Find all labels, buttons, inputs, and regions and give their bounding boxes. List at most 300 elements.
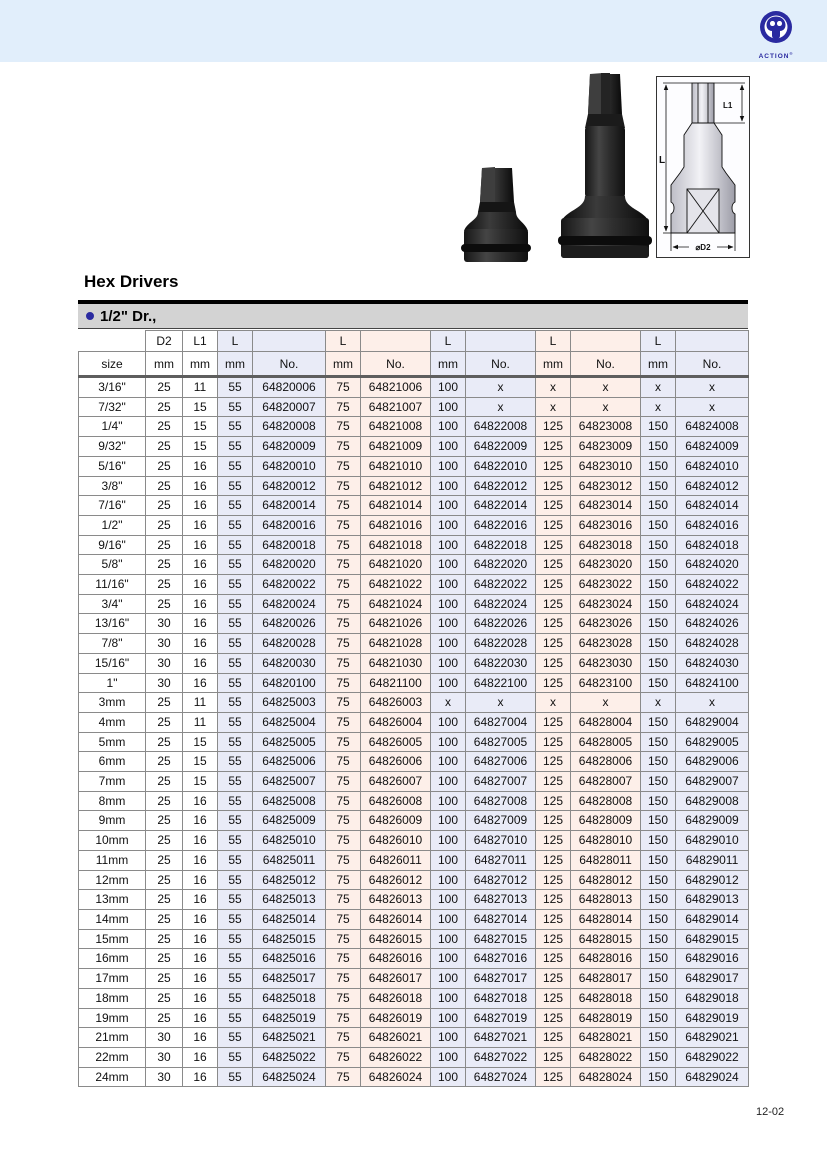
dimension-cell: 25 — [146, 850, 183, 870]
part-number-cell: 64820018 — [253, 535, 326, 555]
dimension-cell: 16 — [183, 555, 218, 575]
dimension-cell: 15 — [183, 417, 218, 437]
dimension-cell: 150 — [641, 437, 676, 457]
size-cell: 13/16" — [79, 614, 146, 634]
table-row — [79, 1067, 749, 1087]
part-number-cell: 64825003 — [253, 693, 326, 713]
dimension-cell: 75 — [326, 1008, 361, 1028]
dimension-cell: 55 — [218, 969, 253, 989]
part-number-cell: 64829007 — [676, 772, 749, 792]
table-row — [79, 870, 749, 890]
table-row — [79, 397, 749, 417]
part-number-cell: 64821012 — [361, 476, 431, 496]
dimension-cell: 16 — [183, 594, 218, 614]
dimension-cell: 75 — [326, 791, 361, 811]
part-number-cell: 64822020 — [466, 555, 536, 575]
dimension-cell: 100 — [431, 772, 466, 792]
size-cell: 11/16" — [79, 575, 146, 595]
part-number-cell: 64821022 — [361, 575, 431, 595]
header-row — [79, 331, 749, 352]
part-number-cell: 64821008 — [361, 417, 431, 437]
part-number-cell: 64828024 — [571, 1067, 641, 1087]
dimension-cell: 75 — [326, 634, 361, 654]
dimension-cell: 55 — [218, 890, 253, 910]
dimension-cell: 75 — [326, 890, 361, 910]
part-number-cell: 64827021 — [466, 1028, 536, 1048]
part-number-cell: 64821020 — [361, 555, 431, 575]
dimension-cell: 125 — [536, 752, 571, 772]
part-number-cell: 64821024 — [361, 594, 431, 614]
dimension-cell: 55 — [218, 752, 253, 772]
dimension-cell: 25 — [146, 949, 183, 969]
action-logo — [752, 8, 800, 60]
dimension-cell: 25 — [146, 555, 183, 575]
dimension-cell: 55 — [218, 397, 253, 417]
part-number-cell: 64820014 — [253, 496, 326, 516]
size-cell: 15/16" — [79, 653, 146, 673]
dimension-cell: 100 — [431, 752, 466, 772]
dimension-cell: 100 — [431, 909, 466, 929]
part-number-cell: 64824024 — [676, 594, 749, 614]
dimension-cell: 30 — [146, 614, 183, 634]
dimension-cell: 75 — [326, 693, 361, 713]
dimension-cell: 150 — [641, 476, 676, 496]
part-number-cell: 64823008 — [571, 417, 641, 437]
dimension-cell: 150 — [641, 1067, 676, 1087]
size-cell: 11mm — [79, 850, 146, 870]
dimension-cell: x — [536, 377, 571, 398]
dimension-cell: 100 — [431, 1047, 466, 1067]
dimension-cell: 125 — [536, 417, 571, 437]
dimension-cell: 25 — [146, 870, 183, 890]
part-number-cell: 64829018 — [676, 988, 749, 1008]
dimension-cell: 16 — [183, 653, 218, 673]
dimension-cell: 25 — [146, 909, 183, 929]
column-header — [79, 331, 146, 352]
part-number-cell: 64828007 — [571, 772, 641, 792]
dimension-cell: 150 — [641, 496, 676, 516]
part-number-cell: 64822010 — [466, 456, 536, 476]
table-row — [79, 614, 749, 634]
part-number-cell: 64825006 — [253, 752, 326, 772]
size-cell: 5/8" — [79, 555, 146, 575]
dimension-cell: 55 — [218, 575, 253, 595]
part-number-cell: 64828015 — [571, 929, 641, 949]
dimension-cell: 25 — [146, 476, 183, 496]
part-number-cell: 64826012 — [361, 870, 431, 890]
part-number-cell: x — [676, 693, 749, 713]
column-header: L — [536, 331, 571, 352]
dimension-cell: 150 — [641, 850, 676, 870]
dimension-cell: 55 — [218, 535, 253, 555]
part-number-cell: x — [676, 397, 749, 417]
dimension-cell: 150 — [641, 870, 676, 890]
size-cell: 22mm — [79, 1047, 146, 1067]
dimension-cell: 55 — [218, 634, 253, 654]
dimension-cell: 150 — [641, 890, 676, 910]
part-number-cell: 64821016 — [361, 515, 431, 535]
dimension-cell: 55 — [218, 870, 253, 890]
part-number-cell: 64826013 — [361, 890, 431, 910]
dimension-cell: 100 — [431, 1008, 466, 1028]
dimension-cell: 16 — [183, 515, 218, 535]
dimension-cell: 55 — [218, 476, 253, 496]
part-number-cell: 64826024 — [361, 1067, 431, 1087]
dimension-cell: 75 — [326, 1047, 361, 1067]
dimension-cell: 125 — [536, 969, 571, 989]
dimension-cell: 100 — [431, 614, 466, 634]
dimension-cell: 55 — [218, 594, 253, 614]
part-number-cell: 64822009 — [466, 437, 536, 457]
part-number-cell: 64822030 — [466, 653, 536, 673]
size-cell: 3mm — [79, 693, 146, 713]
dimension-cell: 55 — [218, 555, 253, 575]
dimension-cell: 100 — [431, 791, 466, 811]
part-number-cell: 64828016 — [571, 949, 641, 969]
part-number-cell: 64829008 — [676, 791, 749, 811]
dimension-cell: x — [536, 693, 571, 713]
size-cell: 7mm — [79, 772, 146, 792]
dimension-cell: 25 — [146, 969, 183, 989]
table-row — [79, 712, 749, 732]
size-cell: 6mm — [79, 752, 146, 772]
table-row — [79, 634, 749, 654]
dimension-cell: 16 — [183, 634, 218, 654]
dimension-cell: 150 — [641, 811, 676, 831]
dimension-cell: 16 — [183, 1028, 218, 1048]
part-number-cell: 64827013 — [466, 890, 536, 910]
dimension-cell: 100 — [431, 949, 466, 969]
dimension-cell: 75 — [326, 909, 361, 929]
dimension-cell: 55 — [218, 1047, 253, 1067]
size-cell: 14mm — [79, 909, 146, 929]
size-cell: 7/16" — [79, 496, 146, 516]
column-header: L — [218, 331, 253, 352]
part-number-cell: 64824030 — [676, 653, 749, 673]
part-number-cell: 64826011 — [361, 850, 431, 870]
dimension-cell: 100 — [431, 870, 466, 890]
part-number-cell: 64824018 — [676, 535, 749, 555]
part-number-cell: 64829015 — [676, 929, 749, 949]
dimension-cell: 100 — [431, 594, 466, 614]
table-row — [79, 594, 749, 614]
part-number-cell: 64828004 — [571, 712, 641, 732]
dimension-cell: 55 — [218, 437, 253, 457]
part-number-cell: 64820016 — [253, 515, 326, 535]
dimension-cell: 125 — [536, 515, 571, 535]
dimension-diagram-drawing — [657, 77, 749, 257]
dimension-cell: 11 — [183, 693, 218, 713]
dimension-cell: 125 — [536, 594, 571, 614]
size-cell: 3/4" — [79, 594, 146, 614]
part-number-cell: 64821014 — [361, 496, 431, 516]
part-number-cell: 64823030 — [571, 653, 641, 673]
dimension-cell: 16 — [183, 791, 218, 811]
dimension-cell: 75 — [326, 1067, 361, 1087]
dimension-cell: 55 — [218, 929, 253, 949]
dimension-cell: 150 — [641, 1047, 676, 1067]
part-number-cell: 64828011 — [571, 850, 641, 870]
part-number-cell: 64828012 — [571, 870, 641, 890]
part-number-cell: 64829006 — [676, 752, 749, 772]
part-number-cell: 64829012 — [676, 870, 749, 890]
dimension-cell: 75 — [326, 437, 361, 457]
part-number-cell: 64826010 — [361, 831, 431, 851]
dimension-cell: 75 — [326, 870, 361, 890]
dimension-cell: 15 — [183, 752, 218, 772]
table-row — [79, 437, 749, 457]
dimension-cell: 25 — [146, 437, 183, 457]
part-number-cell: 64825004 — [253, 712, 326, 732]
part-number-cell: 64823024 — [571, 594, 641, 614]
dimension-cell: 150 — [641, 515, 676, 535]
dimension-cell: 150 — [641, 712, 676, 732]
part-number-cell: 64825008 — [253, 791, 326, 811]
dimension-cell: 100 — [431, 377, 466, 398]
part-number-cell: 64821010 — [361, 456, 431, 476]
dimension-cell: 125 — [536, 890, 571, 910]
part-number-cell: 64823012 — [571, 476, 641, 496]
dimension-cell: 75 — [326, 850, 361, 870]
part-number-cell: 64820020 — [253, 555, 326, 575]
dimension-cell: 150 — [641, 1028, 676, 1048]
part-number-cell: x — [466, 397, 536, 417]
size-cell: 8mm — [79, 791, 146, 811]
part-number-cell: 64824028 — [676, 634, 749, 654]
part-number-cell: 64823026 — [571, 614, 641, 634]
dimension-cell: 75 — [326, 456, 361, 476]
dimension-cell: 55 — [218, 456, 253, 476]
dimension-cell: 75 — [326, 831, 361, 851]
column-header: size — [79, 352, 146, 377]
part-number-cell: 64826014 — [361, 909, 431, 929]
part-number-cell: 64821007 — [361, 397, 431, 417]
dimension-cell: 125 — [536, 555, 571, 575]
dimension-cell: 75 — [326, 496, 361, 516]
dimension-cell: 125 — [536, 456, 571, 476]
part-number-cell: 64821100 — [361, 673, 431, 693]
dimension-cell: 25 — [146, 712, 183, 732]
size-cell: 12mm — [79, 870, 146, 890]
part-number-cell: 64828022 — [571, 1047, 641, 1067]
dimension-cell: 125 — [536, 850, 571, 870]
part-number-cell: 64825019 — [253, 1008, 326, 1028]
dimension-cell: 125 — [536, 1047, 571, 1067]
part-number-cell: 64825018 — [253, 988, 326, 1008]
dimension-cell: 100 — [431, 653, 466, 673]
dimension-cell: 25 — [146, 397, 183, 417]
part-number-cell: 64828006 — [571, 752, 641, 772]
product-photo — [440, 68, 655, 262]
dimension-cell: 25 — [146, 377, 183, 398]
part-number-cell: 64822008 — [466, 417, 536, 437]
part-number-cell: 64829021 — [676, 1028, 749, 1048]
size-cell: 15mm — [79, 929, 146, 949]
part-number-cell: 64825015 — [253, 929, 326, 949]
part-number-cell: 64827011 — [466, 850, 536, 870]
part-number-cell: 64820012 — [253, 476, 326, 496]
dimension-cell: 55 — [218, 614, 253, 634]
part-number-cell: 64827007 — [466, 772, 536, 792]
part-number-cell: x — [466, 377, 536, 398]
dimension-cell: 75 — [326, 811, 361, 831]
dimension-cell: 75 — [326, 377, 361, 398]
size-cell: 1/4" — [79, 417, 146, 437]
column-header: mm — [183, 352, 218, 377]
dimension-cell: 150 — [641, 988, 676, 1008]
part-number-cell: 64828005 — [571, 732, 641, 752]
part-number-cell: 64829024 — [676, 1067, 749, 1087]
column-header — [253, 331, 326, 352]
part-number-cell: x — [571, 397, 641, 417]
dimension-cell: 75 — [326, 555, 361, 575]
large-socket — [558, 73, 652, 258]
size-cell: 16mm — [79, 949, 146, 969]
part-number-cell: 64826019 — [361, 1008, 431, 1028]
dimension-cell: 75 — [326, 673, 361, 693]
part-number-cell: 64822024 — [466, 594, 536, 614]
column-header: No. — [361, 352, 431, 377]
part-number-cell: 64827019 — [466, 1008, 536, 1028]
part-number-cell: 64820024 — [253, 594, 326, 614]
part-number-cell: 64823028 — [571, 634, 641, 654]
dimension-cell: x — [641, 397, 676, 417]
dimension-cell: 150 — [641, 732, 676, 752]
table-row — [79, 909, 749, 929]
part-number-cell: 64825012 — [253, 870, 326, 890]
size-cell: 24mm — [79, 1067, 146, 1087]
dimension-cell: 125 — [536, 1067, 571, 1087]
dimension-cell: 25 — [146, 693, 183, 713]
part-number-cell: 64825009 — [253, 811, 326, 831]
column-header: mm — [431, 352, 466, 377]
dimension-cell: 100 — [431, 712, 466, 732]
part-number-cell: 64825005 — [253, 732, 326, 752]
dimension-cell: 100 — [431, 673, 466, 693]
dimension-cell: 75 — [326, 653, 361, 673]
dimension-cell: 75 — [326, 476, 361, 496]
dimension-cell: 16 — [183, 456, 218, 476]
dimension-cell: 15 — [183, 772, 218, 792]
part-number-cell: 64825024 — [253, 1067, 326, 1087]
part-number-cell: 64823020 — [571, 555, 641, 575]
dimension-cell: 150 — [641, 969, 676, 989]
part-number-cell: 64827008 — [466, 791, 536, 811]
part-number-cell: 64827010 — [466, 831, 536, 851]
part-number-cell: 64827012 — [466, 870, 536, 890]
dimension-cell: 100 — [431, 890, 466, 910]
part-number-cell: 64826003 — [361, 693, 431, 713]
dimension-cell: 75 — [326, 969, 361, 989]
dimension-cell: 75 — [326, 515, 361, 535]
column-header: mm — [641, 352, 676, 377]
dimension-cell: 30 — [146, 1067, 183, 1087]
dimension-cell: 75 — [326, 575, 361, 595]
size-cell: 5/16" — [79, 456, 146, 476]
part-number-cell: 64824010 — [676, 456, 749, 476]
square-drive-icon — [86, 312, 94, 320]
part-number-cell: 64826021 — [361, 1028, 431, 1048]
dimension-cell: 125 — [536, 1028, 571, 1048]
dimension-cell: 100 — [431, 555, 466, 575]
dimension-cell: 150 — [641, 752, 676, 772]
column-header: L — [431, 331, 466, 352]
part-number-cell: 64827022 — [466, 1047, 536, 1067]
part-number-cell: 64824012 — [676, 476, 749, 496]
table-row — [79, 693, 749, 713]
part-number-cell: 64828014 — [571, 909, 641, 929]
label-l1: L1 — [723, 101, 733, 110]
table-row — [79, 673, 749, 693]
part-number-cell: 64828017 — [571, 969, 641, 989]
dimension-cell: 16 — [183, 496, 218, 516]
dimension-cell: 55 — [218, 732, 253, 752]
part-number-cell: 64825017 — [253, 969, 326, 989]
table-row — [79, 377, 749, 398]
dimension-cell: 55 — [218, 831, 253, 851]
dimension-cell: 125 — [536, 909, 571, 929]
dimension-cell: 75 — [326, 712, 361, 732]
dimension-cell: 16 — [183, 890, 218, 910]
part-number-cell: 64821026 — [361, 614, 431, 634]
part-number-cell: 64822014 — [466, 496, 536, 516]
dimension-cell: 125 — [536, 831, 571, 851]
section-bar — [78, 304, 748, 329]
dimension-cell: 75 — [326, 1028, 361, 1048]
dimension-cell: 16 — [183, 949, 218, 969]
dimension-cell: 100 — [431, 575, 466, 595]
table-row — [79, 732, 749, 752]
dimension-cell: 25 — [146, 831, 183, 851]
dimension-cell: 125 — [536, 653, 571, 673]
part-number-cell: 64824020 — [676, 555, 749, 575]
part-number-cell: 64827015 — [466, 929, 536, 949]
dimension-cell: x — [641, 377, 676, 398]
part-number-cell: 64820007 — [253, 397, 326, 417]
dimension-cell: 11 — [183, 377, 218, 398]
part-number-cell: 64820100 — [253, 673, 326, 693]
part-number-cell: 64825016 — [253, 949, 326, 969]
size-cell: 1" — [79, 673, 146, 693]
part-number-cell: x — [676, 377, 749, 398]
part-number-cell: 64829005 — [676, 732, 749, 752]
table-row — [79, 772, 749, 792]
size-cell: 10mm — [79, 831, 146, 851]
dimension-cell: 25 — [146, 732, 183, 752]
part-number-cell: 64827006 — [466, 752, 536, 772]
part-number-cell: 64826008 — [361, 791, 431, 811]
dimension-cell: 16 — [183, 1008, 218, 1028]
part-number-cell: x — [571, 693, 641, 713]
part-number-cell: 64828008 — [571, 791, 641, 811]
part-number-cell: 64821028 — [361, 634, 431, 654]
dimension-cell: 100 — [431, 634, 466, 654]
part-number-cell: 64829004 — [676, 712, 749, 732]
dimension-cell: 150 — [641, 929, 676, 949]
registered-mark: ® — [789, 51, 794, 56]
small-socket — [461, 167, 531, 262]
part-number-cell: 64827016 — [466, 949, 536, 969]
dimension-cell: 75 — [326, 988, 361, 1008]
dimension-cell: 16 — [183, 673, 218, 693]
part-number-cell: 64824026 — [676, 614, 749, 634]
size-cell: 21mm — [79, 1028, 146, 1048]
dimension-cell: 125 — [536, 1008, 571, 1028]
dimension-cell: 125 — [536, 732, 571, 752]
size-cell: 9mm — [79, 811, 146, 831]
dimension-cell: 25 — [146, 417, 183, 437]
part-number-cell: 64829009 — [676, 811, 749, 831]
